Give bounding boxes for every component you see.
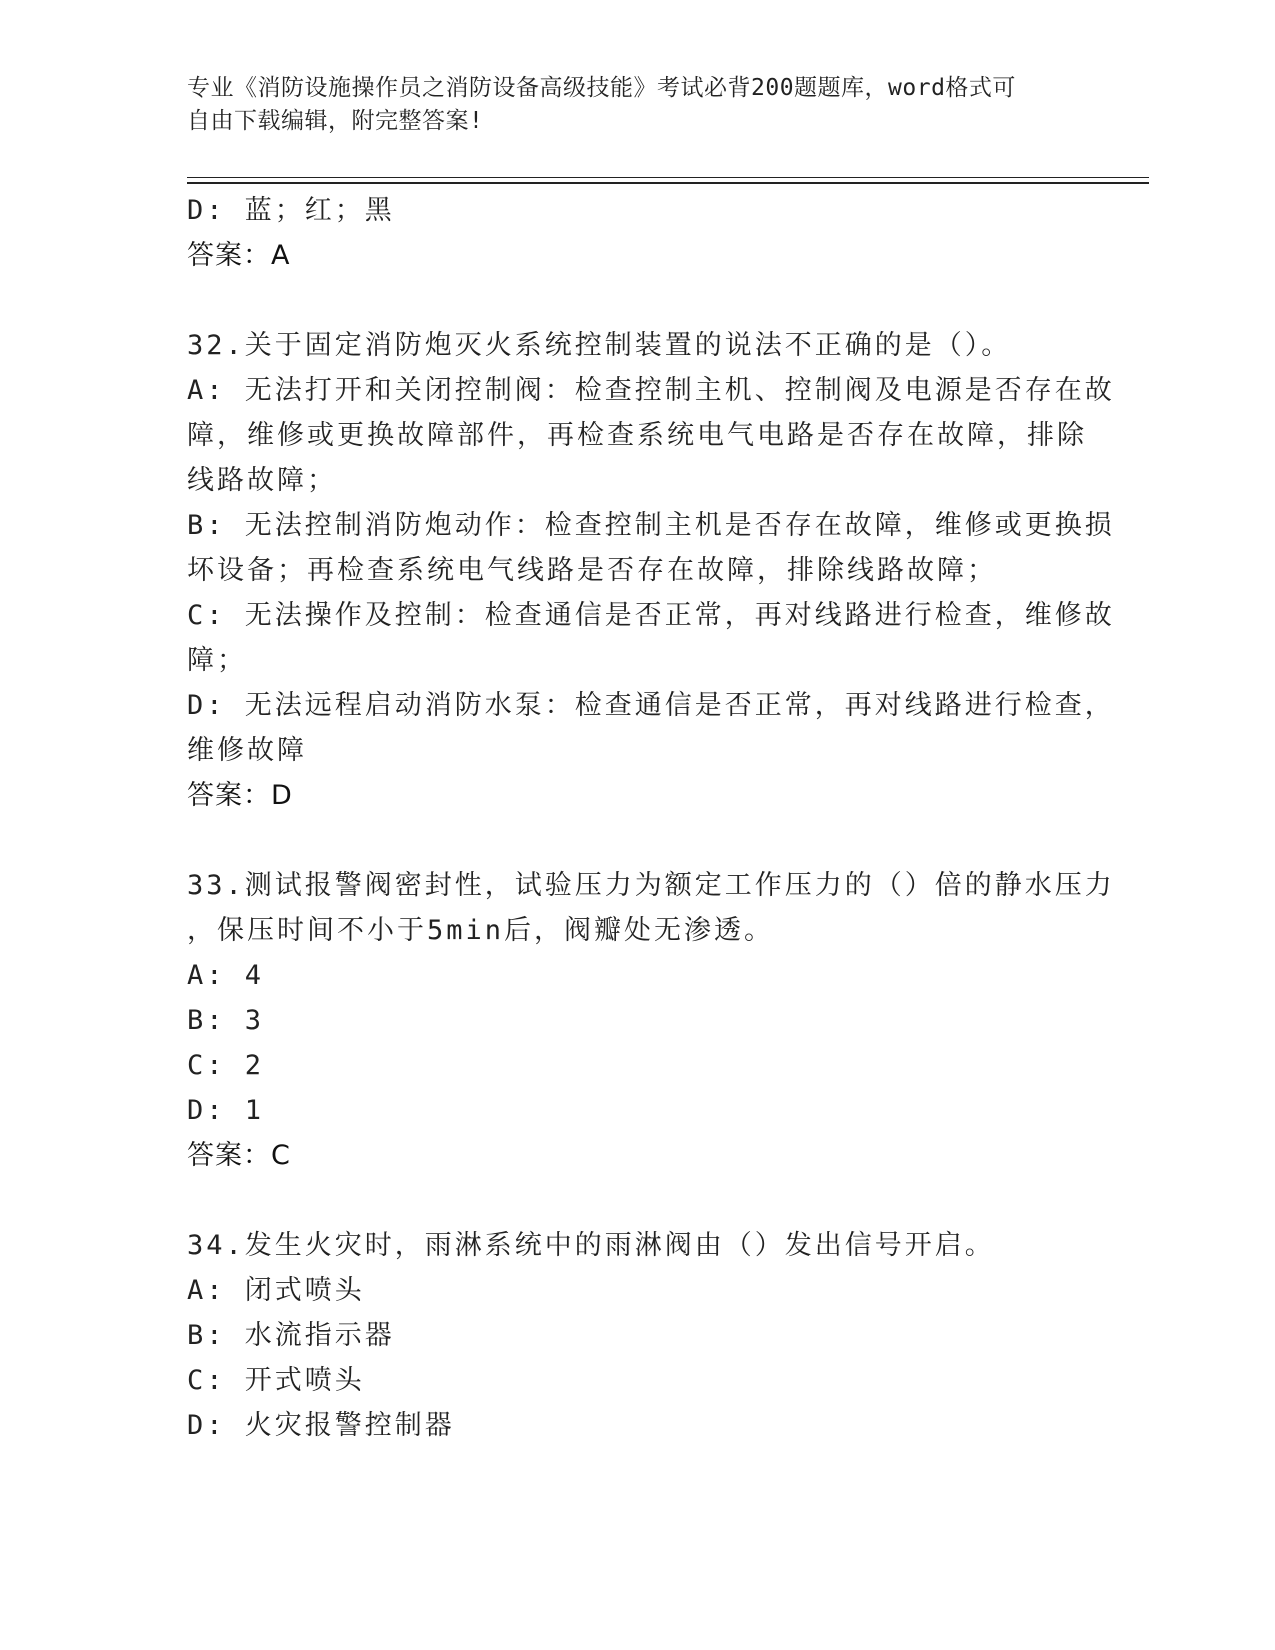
- option-a-cont: 障，维修或更换故障部件，再检查系统电气电路是否存在故障，排除: [187, 420, 1087, 451]
- question-stem-cont: ，保压时间不小于5min后，阀瓣处无渗透。: [187, 915, 775, 946]
- option-d-cont: 维修故障: [187, 735, 307, 766]
- option-d: D: 无法远程启动消防水泵：检查通信是否正常，再对线路进行检查，: [187, 690, 1115, 721]
- option-c: C: 开式喷头: [187, 1365, 365, 1396]
- option-d: D: 1: [187, 1095, 265, 1126]
- option-a: A: 4: [187, 960, 265, 991]
- document-header: [187, 72, 1067, 138]
- header-line-1: 专业《消防设施操作员之消防设备高级技能》考试必背200题题库，word格式可: [187, 75, 1016, 101]
- question-34: [187, 1223, 1087, 1448]
- option-a: A: 闭式喷头: [187, 1275, 365, 1306]
- option-b: B: 3: [187, 1005, 265, 1036]
- option-c: C: 2: [187, 1050, 265, 1081]
- question-stem: 32.关于固定消防炮灭火系统控制装置的说法不正确的是（）。: [187, 330, 1012, 361]
- spacer: [187, 818, 1087, 863]
- spacer: [187, 1178, 1087, 1223]
- spacer: [187, 278, 1087, 323]
- option-d: D: 火灾报警控制器: [187, 1410, 455, 1441]
- question-content: [187, 188, 1115, 1448]
- answer: 答案：C: [187, 1140, 291, 1171]
- option-b-cont: 坏设备；再检查系统电气线路是否存在故障，排除线路故障；: [187, 555, 997, 586]
- question-stem: 33.测试报警阀密封性，试验压力为额定工作压力的（）倍的静水压力: [187, 870, 1115, 901]
- option-c-cont: 障；: [187, 645, 247, 676]
- prev-option-d: D: 蓝；红；黑: [187, 195, 395, 226]
- option-a-cont: 线路故障；: [187, 465, 337, 496]
- option-a: A: 无法打开和关闭控制阀：检查控制主机、控制阀及电源是否存在故: [187, 375, 1115, 406]
- option-b: B: 水流指示器: [187, 1320, 395, 1351]
- option-c: C: 无法操作及控制：检查通信是否正常，再对线路进行检查，维修故: [187, 600, 1115, 631]
- question-32: [187, 323, 1115, 818]
- question-33: [187, 863, 1115, 1178]
- question-stem: 34.发生火灾时，雨淋系统中的雨淋阀由（）发出信号开启。: [187, 1230, 995, 1261]
- option-b: B: 无法控制消防炮动作：检查控制主机是否存在故障，维修或更换损: [187, 510, 1115, 541]
- header-rule-thick: [187, 182, 1149, 184]
- answer: 答案：D: [187, 780, 293, 811]
- prev-answer: 答案：A: [187, 240, 291, 271]
- header-rule-thin: [187, 177, 1149, 178]
- header-line-2: 自由下载编辑，附完整答案!: [187, 108, 484, 134]
